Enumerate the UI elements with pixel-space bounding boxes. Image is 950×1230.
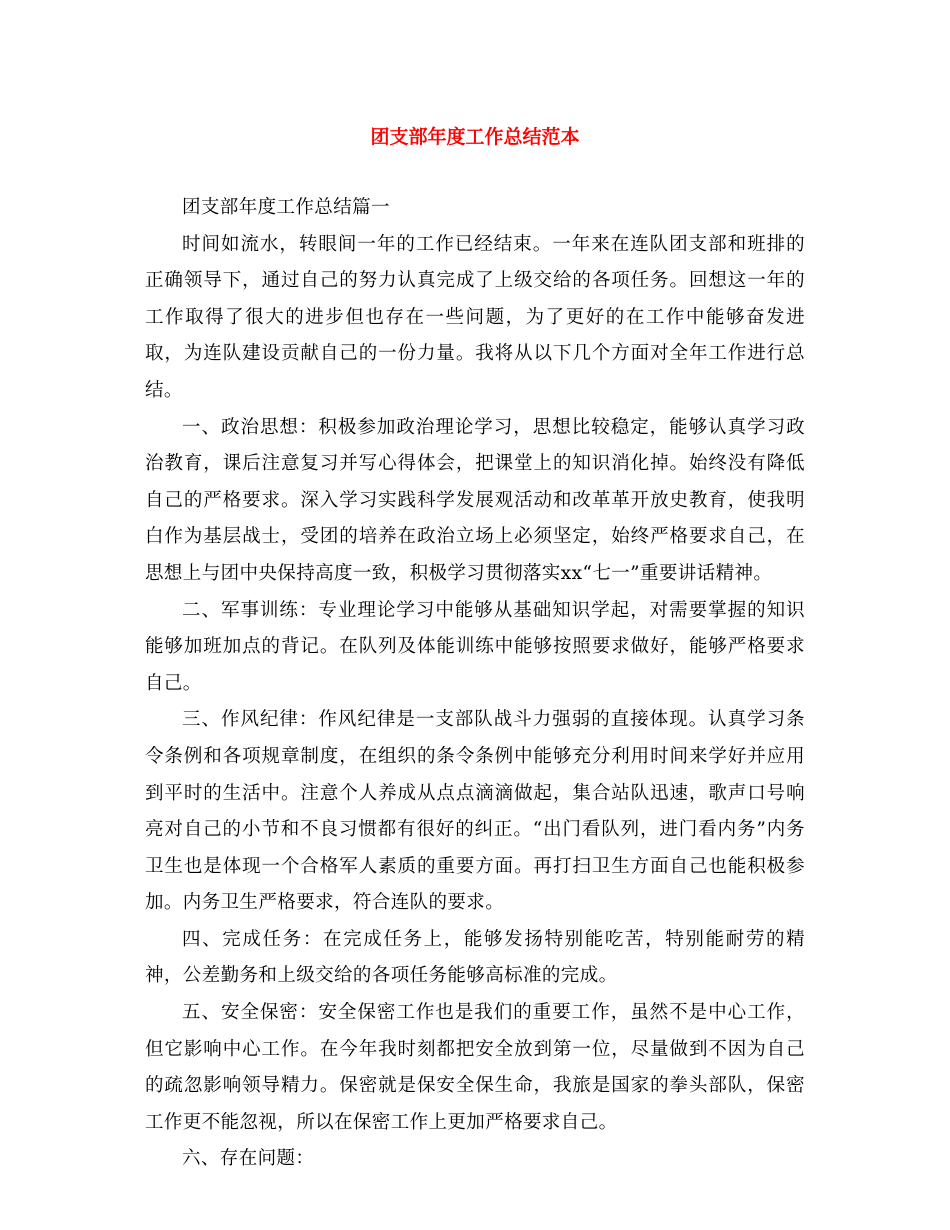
paragraph-problems: 六、存在问题： [182, 1148, 315, 1170]
paragraph-security: 五、安全保密：安全保密工作也是我们的重要工作，虽然不是中心工作，但它影响中心工作。在今年我时刻都把安全放到第一位，尽量做到不因为自己的疏忽影响领导精力。保密就是保安全保生命，我旅是国家的拳头部队，保密工作更不能忽视，所以在保密工作上更加严格要求自己。 [145, 1002, 805, 1133]
document-body [145, 190, 805, 1178]
paragraph-tasks: 四、完成任务：在完成任务上，能够发扬特别能吃苦，特别能耐劳的精神，公差勤务和上级交给的各项任务能够高标准的完成。 [145, 928, 805, 987]
paragraph-politics: 一、政治思想：积极参加政治理论学习，思想比较稳定，能够认真学习政治教育，课后注意复习并写心得体会，把课堂上的知识消化掉。始终没有降低自己的严格要求。深入学习实践科学发展观活动和改革革开放史教育，使我明白作为基层战士，受团的培养在政治立场上必须坚定，始终严格要求自己，在思想上与团中央保持高度一致，积极学习贯彻落实xx“七一”重要讲话精神。 [145, 416, 805, 584]
paragraph-intro: 时间如流水，转眼间一年的工作已经结束。一年来在连队团支部和班排的正确领导下，通过自己的努力认真完成了上级交给的各项任务。回想这一年的工作取得了很大的进步但也存在一些问题，为了更好的在工作中能够奋发进取，为连队建设贡献自己的一份力量。我将从以下几个方面对全年工作进行总结。 [145, 233, 805, 401]
document-title: 团支部年度工作总结范本 [370, 126, 580, 148]
paragraph-discipline: 三、作风纪律：作风纪律是一支部队战斗力强弱的直接体现。认真学习条令条例和各项规章制度，在组织的条令条例中能够充分利用时间来学好并应用到平时的生活中。注意个人养成从点点滴滴做起，集合站队迅速，歌声口号响亮对自己的小节和不良习惯都有很好的纠正。“出门看队列，进门看内务”内务卫生也是体现一个合格军人素质的重要方面。再打扫卫生方面自己也能积极参加。内务卫生严格要求，符合连队的要求。 [145, 709, 805, 914]
paragraph-military-training: 二、军事训练：专业理论学习中能够从基础知识学起，对需要掌握的知识能够加班加点的背记。在队列及体能训练中能够按照要求做好，能够严格要求自己。 [145, 599, 805, 694]
section-heading: 团支部年度工作总结篇一 [182, 197, 390, 218]
